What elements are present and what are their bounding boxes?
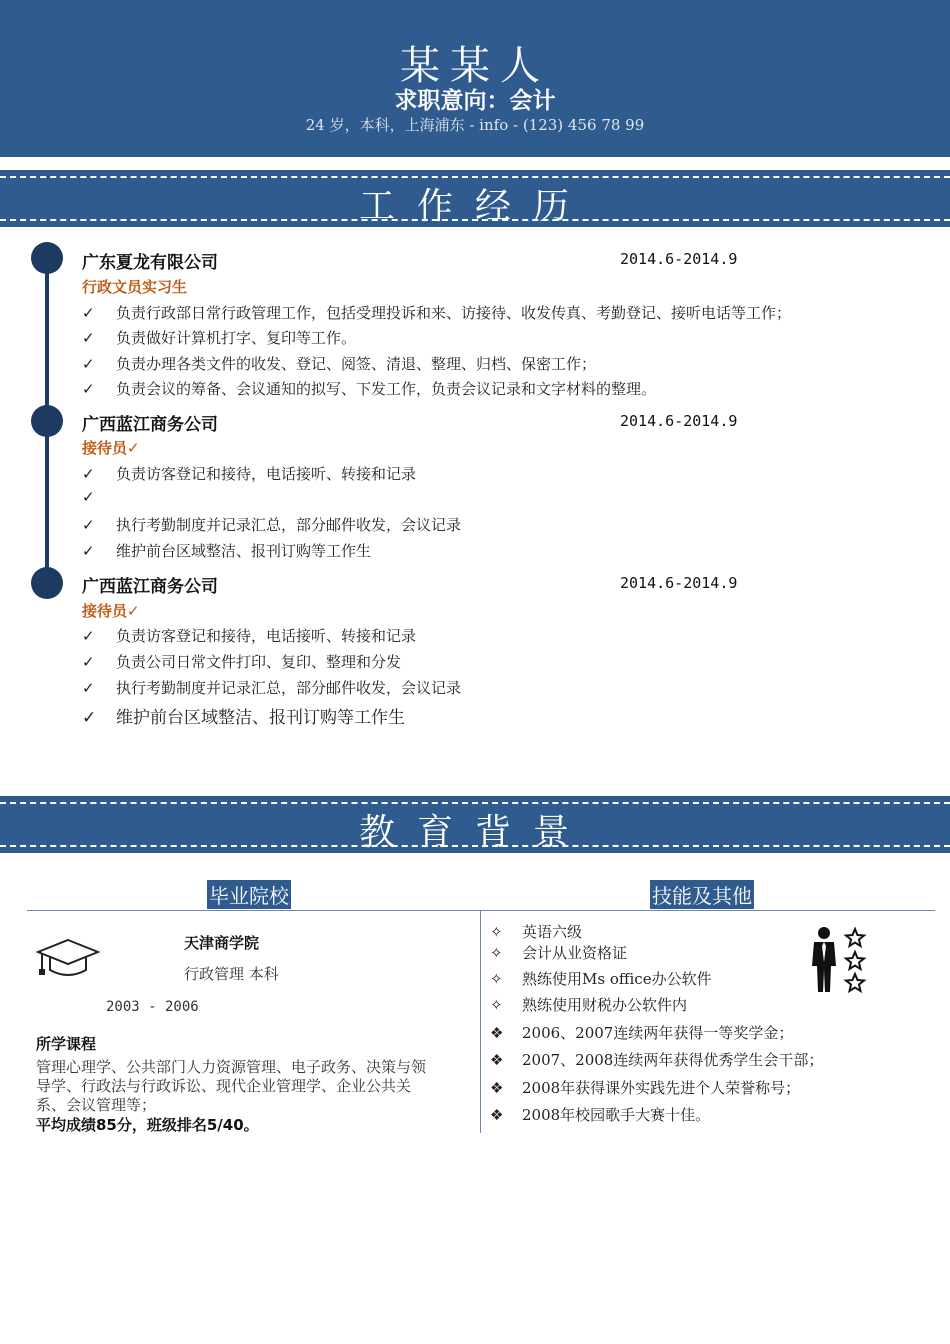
courses-line: 导学、行政法与行政诉讼、现代企业管理学、企业公共关 xyxy=(36,1077,412,1095)
check-icon: ✓ xyxy=(82,653,95,671)
resume-header xyxy=(0,0,950,157)
courses-line: 管理心理学、公共部门人力资源管理、电子政务、决策与领 xyxy=(36,1058,427,1076)
four-diamond-icon: ❖ xyxy=(490,1079,504,1097)
diamond-outline-icon: ✧ xyxy=(490,944,503,962)
section-divider xyxy=(27,910,935,911)
skill-item xyxy=(490,1104,710,1125)
check-icon: ✓ xyxy=(82,304,95,322)
diamond-outline-icon: ✧ xyxy=(490,996,503,1014)
band-dash-bottom xyxy=(0,219,950,221)
skill-text: 英语六级 xyxy=(522,923,583,941)
job-duty xyxy=(82,703,405,728)
job-duty-text: 负责公司日常文件打印、复印、整理和分发 xyxy=(116,653,402,671)
skill-text: 2007、2008连续两年获得优秀学生会干部； xyxy=(522,1051,824,1069)
job-duty-text: 负责访客登记和接待，电话接听、转接和记录 xyxy=(116,627,417,645)
job-role: 接待员✓ xyxy=(82,602,140,620)
personal-info: 24 岁，本科，上海浦东 - info - (123) 456 78 99 xyxy=(305,116,645,134)
job-role: 行政文员实习生 xyxy=(82,278,188,296)
education-section-band xyxy=(0,796,950,853)
four-diamond-icon: ❖ xyxy=(490,1106,504,1124)
skill-text: 会计从业资格证 xyxy=(522,944,628,962)
skill-text: 熟练使用Ms office办公软件 xyxy=(522,970,712,988)
skill-text: 2006、2007连续两年获得一等奖学金； xyxy=(522,1024,794,1042)
job-duty-text: 负责办理各类文件的收发、登记、阅签、清退、整理、归档、保密工作； xyxy=(116,355,597,373)
school-heading: 毕业院校 xyxy=(207,880,291,909)
job-duty xyxy=(82,514,461,535)
timeline-dot xyxy=(31,405,63,437)
skill-text: 2008年校园歌手大赛十佳。 xyxy=(522,1106,711,1124)
skill-item xyxy=(490,1077,800,1098)
skill-text: 熟练使用财税办公软件内 xyxy=(522,996,688,1014)
check-icon: ✓ xyxy=(82,329,95,347)
check-icon: ✓ xyxy=(82,679,95,697)
job-duty-text: 维护前台区域整洁、报刊订购等工作生 xyxy=(116,542,372,560)
work-section-band xyxy=(0,170,950,227)
check-icon: ✓ xyxy=(82,380,95,398)
check-icon: ✓ xyxy=(82,627,95,645)
check-icon: ✓ xyxy=(82,516,95,534)
job-duty xyxy=(82,540,371,561)
job-company: 广西蓝江商务公司 xyxy=(82,577,218,597)
school-years: 2003 - 2006 xyxy=(106,999,199,1015)
job-intent: 求职意向：会计 xyxy=(394,88,556,114)
job-duty xyxy=(82,677,461,698)
skill-item xyxy=(490,1049,823,1070)
school-name: 天津商学院 xyxy=(184,934,260,952)
job-company: 广西蓝江商务公司 xyxy=(82,415,218,435)
job-duty-text: 负责访客登记和接待，电话接听、转接和记录 xyxy=(116,465,417,483)
check-icon: ✓ xyxy=(82,465,95,483)
job-duty xyxy=(82,327,356,348)
courses-title: 所学课程 xyxy=(36,1035,97,1053)
skills-heading: 技能及其他 xyxy=(650,880,754,909)
check-icon: ✓ xyxy=(82,708,97,728)
job-duty xyxy=(82,488,116,506)
job-duty-text: 执行考勤制度并记录汇总，部分邮件收发，会议记录 xyxy=(116,516,462,534)
grade-text: 平均成绩85分，班级排名5/40。 xyxy=(36,1116,259,1134)
diamond-outline-icon: ✧ xyxy=(490,923,503,941)
four-diamond-icon: ❖ xyxy=(490,1024,504,1042)
job-duty-text: 负责做好计算机打字、复印等工作。 xyxy=(116,329,357,347)
skill-item xyxy=(490,968,712,989)
diamond-outline-icon: ✧ xyxy=(490,970,503,988)
timeline-dot xyxy=(31,567,63,599)
job-duty-text: 维护前台区域整洁、报刊订购等工作生 xyxy=(116,708,405,728)
skill-item xyxy=(490,994,687,1015)
timeline-dot xyxy=(31,242,63,274)
job-date: 2014.6-2014.9 xyxy=(620,574,738,592)
check-icon: ✓ xyxy=(82,488,95,506)
job-duty-text: 负责行政部日常行政管理工作，包括受理投诉和来、访接待、收发传真、考勤登记、接听电话等工作； xyxy=(116,304,792,322)
job-duty xyxy=(82,463,416,484)
person-stars-icon xyxy=(806,926,868,994)
skill-item xyxy=(490,921,582,942)
skill-text: 2008年获得课外实践先进个人荣誉称号； xyxy=(522,1079,801,1097)
job-duty xyxy=(82,625,416,646)
job-role: 接待员✓ xyxy=(82,439,140,457)
candidate-name: 某某人 xyxy=(400,43,550,89)
job-duty-text: 执行考勤制度并记录汇总，部分邮件收发，会议记录 xyxy=(116,679,462,697)
work-section-title: 工作经历 xyxy=(358,186,591,227)
education-section-title: 教育背景 xyxy=(358,812,591,853)
job-duty xyxy=(82,353,596,374)
check-icon: ✓ xyxy=(82,355,95,373)
check-icon: ✓ xyxy=(82,542,95,560)
school-major: 行政管理 本科 xyxy=(184,965,279,983)
job-duty-text: 负责会议的筹备、会议通知的拟写、下发工作，负责会议记录和文字材料的整理。 xyxy=(116,380,657,398)
column-divider xyxy=(480,911,481,1133)
band-dash-bottom xyxy=(0,845,950,847)
graduation-cap-icon xyxy=(36,938,100,980)
job-duty xyxy=(82,651,401,672)
job-company: 广东夏龙有限公司 xyxy=(82,253,218,273)
job-duty xyxy=(82,302,791,323)
four-diamond-icon: ❖ xyxy=(490,1051,504,1069)
job-date: 2014.6-2014.9 xyxy=(620,412,738,430)
skill-item xyxy=(490,1022,793,1043)
job-duty xyxy=(82,378,656,399)
courses-line: 系、会议管理等； xyxy=(36,1096,157,1114)
job-date: 2014.6-2014.9 xyxy=(620,250,738,268)
skill-item xyxy=(490,942,627,963)
